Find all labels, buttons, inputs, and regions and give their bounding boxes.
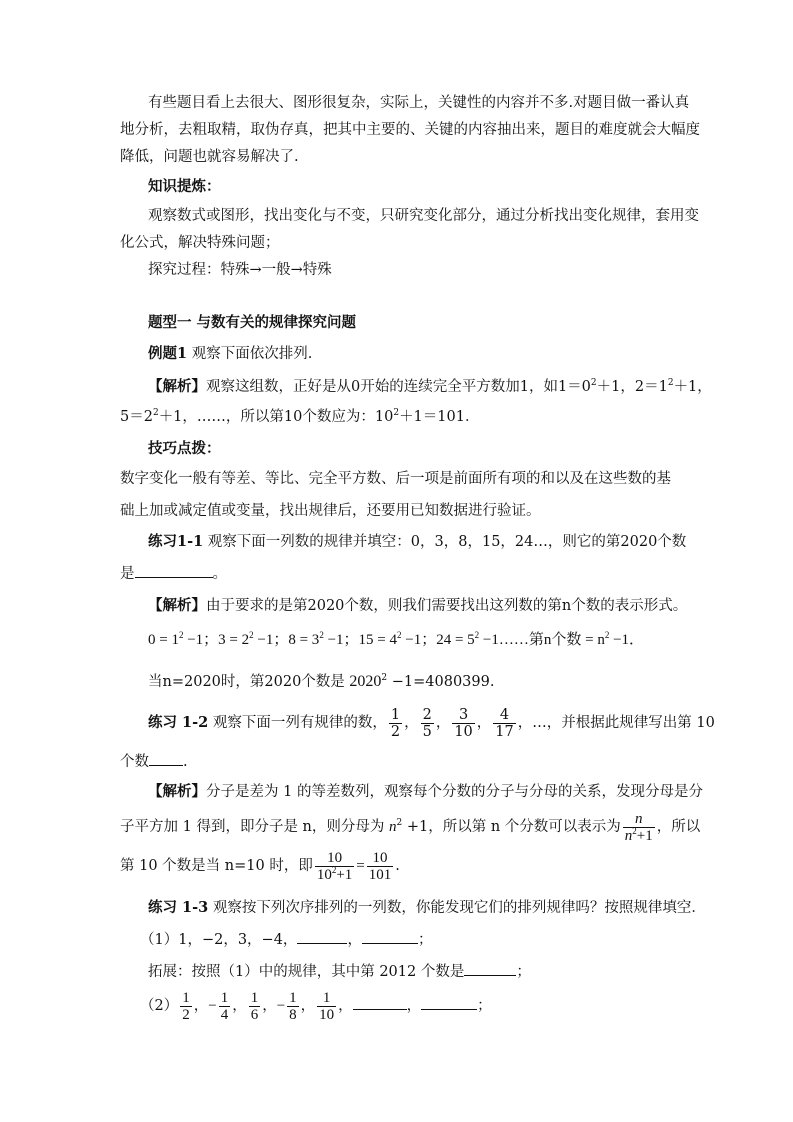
fraction: [219, 990, 231, 1023]
exercise-1-1-result: [148, 672, 494, 692]
fraction: [493, 707, 515, 740]
formula-text: −1……第n个数 = n: [479, 632, 605, 648]
exercise-1-3-line-1: [148, 898, 706, 918]
exponent: 2: [319, 630, 324, 640]
numerator: 1: [390, 706, 401, 723]
separator: ，: [193, 998, 209, 1014]
exercise-1-3-part-2: [140, 986, 492, 1026]
result-text: −1=4080399.: [387, 674, 495, 690]
answer-blank[interactable]: [464, 961, 516, 976]
exercise-text: 观察下面一列有规律的数，: [208, 715, 387, 731]
answer-blank[interactable]: [135, 563, 213, 578]
analysis-text: 子平方加 1 得到，即分子是 n，则分母为: [120, 819, 389, 835]
numerator: 1: [322, 989, 331, 1006]
numerator: 1: [289, 989, 297, 1006]
exercise-text: .: [183, 754, 188, 770]
separator: ，: [232, 998, 247, 1014]
exponent: 2: [381, 673, 388, 683]
answer-blank[interactable]: [362, 929, 418, 944]
denominator: 17: [495, 723, 514, 740]
exercise-1-3-part-1: [140, 929, 432, 950]
formula-text: −1；24 = 5: [401, 632, 475, 648]
answer-blank[interactable]: [297, 929, 347, 944]
answer-blank[interactable]: [149, 751, 183, 766]
numerator: 3: [458, 706, 469, 723]
knowledge-title: 知识提炼：: [148, 178, 221, 195]
analysis-text: ＋1，2＝1: [596, 379, 668, 395]
analysis-text: .: [395, 858, 400, 874]
knowledge-line-1: 观察数式或图形，找出变化与不变，只研究变化部分，通过分析找出变化规律，套用变: [148, 208, 699, 224]
fraction: [180, 990, 192, 1023]
denominator: 10: [454, 723, 473, 740]
exponent: 2: [152, 408, 159, 418]
exercise-1-3-extension: [148, 961, 531, 982]
exercise-text: 拓展：按照（1）中的规律，其中第 2012 个数是: [148, 964, 465, 980]
exponent: 2: [178, 630, 184, 640]
example-1-analysis-line-2: [120, 407, 479, 427]
fraction: [623, 811, 655, 844]
analysis-text: +1，所以第 n 个分数可以表示为: [402, 819, 621, 835]
intro-line-1: 有些题目看上去很大、图形很复杂，实际上，关键性的内容并不多.对题目做一番认真: [148, 95, 690, 111]
variable-n: n: [389, 819, 397, 835]
example-1-label: 例题1: [148, 345, 188, 362]
exponent: 2: [396, 818, 403, 828]
denominator: 4: [220, 1006, 229, 1023]
numerator: n: [635, 810, 643, 827]
exercise-1-2-analysis-line-2: [120, 810, 700, 844]
exercise-text: ；: [477, 998, 492, 1014]
exercise-text: 观察下面一列数的规律并填空：0，3，8，15，24…，则它的第2020个数: [203, 534, 687, 550]
analysis-text: 第 10 个数是当 n=10 时，即: [120, 858, 313, 874]
sign: −: [276, 998, 286, 1014]
denominator-base: 10: [316, 866, 332, 883]
exercise-1-1-analysis: [148, 596, 687, 616]
numerator: 4: [499, 706, 510, 723]
analysis-text: ＋1，: [673, 379, 712, 395]
example-1-line: [148, 344, 312, 364]
analysis-text: 由于要求的是第2020个数，则我们需要找出这列数的第n个数的表示形式。: [206, 598, 688, 614]
fraction: [249, 990, 261, 1023]
exercise-1-2-analysis-line-3: [120, 848, 400, 884]
exercise-text: ；: [417, 932, 433, 948]
answer-blank[interactable]: [353, 995, 407, 1010]
exercise-text: （2）: [140, 998, 179, 1014]
exponent: 2: [590, 378, 597, 388]
formula-text: −1；3 = 2: [183, 632, 250, 648]
formula-text: −1．: [609, 632, 645, 648]
exercise-1-2-line-2: [120, 751, 188, 772]
exponent: 2: [474, 630, 480, 640]
sign: −: [208, 998, 217, 1014]
separator: ，: [347, 932, 362, 948]
exercise-1-1-line-2: [120, 563, 227, 584]
numerator: 10: [327, 849, 343, 866]
analysis-text: ＋1，……，所以第10个数应为：10: [158, 409, 394, 425]
exponent: 2: [667, 378, 674, 388]
fraction: [421, 707, 434, 740]
exercise-1-2-label: 练习 1-2: [148, 714, 209, 731]
formula-text: −1；15 = 4: [323, 632, 397, 648]
denominator: 6: [250, 1006, 259, 1023]
example-1-text: 观察下面依次排列.: [187, 346, 313, 362]
denominator: 101: [368, 866, 392, 883]
exercise-1-1-label: 练习1-1: [148, 533, 204, 550]
fraction: [315, 850, 354, 883]
separator: ，: [406, 998, 422, 1014]
fraction: [389, 707, 402, 740]
exponent: 2: [396, 630, 402, 640]
section-title: 题型一 与数有关的规律探究问题: [148, 314, 357, 331]
numerator: 1: [182, 989, 190, 1006]
separator: ，: [435, 715, 451, 731]
exercise-text: ；: [516, 964, 531, 980]
denominator: 8: [289, 1006, 297, 1023]
denominator: 10: [319, 1006, 335, 1023]
separator: ，: [476, 715, 492, 731]
numerator: 1: [250, 989, 259, 1006]
analysis-text: 观察这组数，正好是从0开始的连续完全平方数加1，如1＝0: [206, 379, 591, 395]
exercise-text: 个数: [120, 754, 149, 770]
denominator-base: n: [624, 827, 633, 844]
intro-line-3: 降低，问题也就容易解决了.: [120, 149, 299, 165]
analysis-label: 【解析】: [148, 378, 206, 395]
exercise-text: 。: [212, 566, 227, 582]
example-1-analysis-line-1: [148, 377, 712, 397]
exercise-text: 观察按下列次序排列的一列数，你能发现它们的排列规律吗？按照规律填空．: [208, 900, 706, 916]
denominator: 5: [422, 723, 432, 740]
denominator: 2: [390, 723, 401, 740]
fraction: [452, 707, 474, 740]
exponent: 2: [393, 408, 400, 418]
exercise-1-3-label: 练习 1-3: [148, 899, 209, 916]
analysis-text: 分子是差为 1 的等差数列，观察每个分数的分子与分母的关系，发现分母是分: [206, 784, 703, 800]
formula-text: −1；8 = 3: [253, 632, 320, 648]
fraction: [317, 990, 336, 1023]
exponent: 2: [331, 864, 337, 875]
analysis-text: 5＝2: [120, 409, 153, 425]
exercise-text: 是: [120, 566, 135, 582]
exponent: 2: [632, 825, 637, 836]
formula-text: 0 = 1: [148, 632, 179, 648]
numerator: 10: [372, 849, 388, 866]
tips-line-2: 础上加或减定值或变量，找出规律后，还要用已知数据进行验证。: [120, 503, 541, 519]
numerator: 2: [422, 706, 432, 723]
answer-blank[interactable]: [421, 995, 477, 1010]
equals-sign: =: [356, 858, 365, 874]
fraction: [287, 990, 299, 1023]
numerator: 1: [220, 989, 229, 1006]
analysis-text: ，所以: [656, 819, 701, 835]
analysis-label: 【解析】: [148, 597, 206, 614]
separator: ，: [404, 715, 419, 731]
exercise-1-2-line-1: [148, 706, 715, 740]
analysis-label: 【解析】: [148, 783, 206, 800]
analysis-text: ＋1＝101．: [399, 409, 480, 425]
intro-line-2: 地分析，去粗取精，取伪存真，把其中主要的、关键的内容抽出来，题目的难度就会大幅度: [120, 122, 700, 138]
denominator-plus: +1: [336, 866, 353, 883]
separator: ，: [338, 998, 353, 1014]
exercise-text: ，…，并根据此规律写出第 10: [517, 715, 715, 731]
knowledge-line-2: 化公式，解决特殊问题；: [120, 235, 280, 251]
tips-line-1: 数字变化一般有等差、等比、完全平方数、后一项是前面所有项的和以及在这些数的基: [120, 471, 671, 487]
tips-title: 技巧点拨：: [148, 440, 221, 457]
denominator: 2: [182, 1006, 190, 1023]
fraction: [367, 850, 394, 883]
result-base: 2020: [349, 673, 382, 690]
knowledge-line-3: 探究过程：特殊→一般→特殊: [148, 262, 332, 278]
exercise-1-2-analysis-line-1: [148, 782, 703, 802]
denominator-plus: +1: [636, 827, 653, 844]
exercise-1-1-formula: [148, 630, 644, 650]
separator: ，: [262, 998, 277, 1014]
exponent: 2: [604, 630, 610, 640]
exponent: 2: [249, 630, 254, 640]
exercise-1-1-line-1: [148, 532, 686, 552]
result-text: 当n=2020时，第2020个数是: [148, 674, 350, 690]
separator: ，: [300, 998, 316, 1014]
exercise-text: （1）1，−2，3，−4，: [140, 932, 298, 948]
